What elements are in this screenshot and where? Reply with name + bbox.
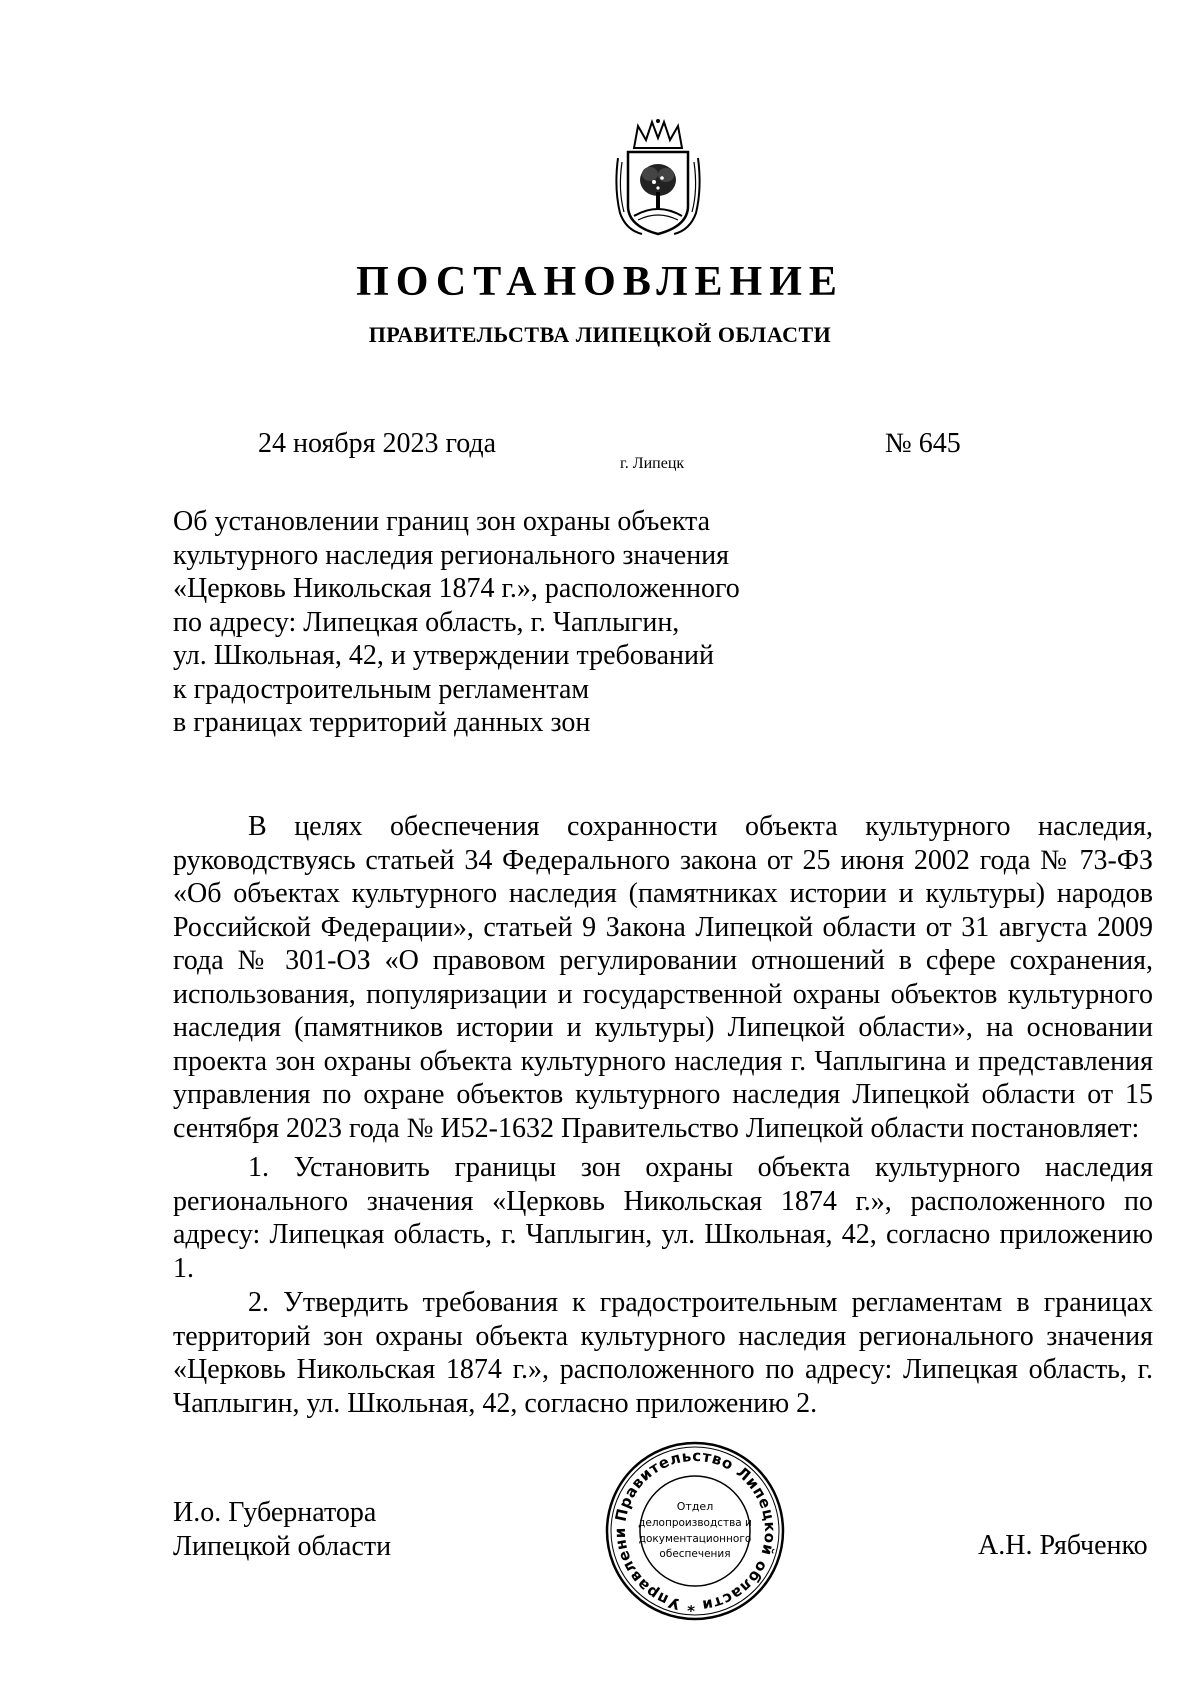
subject-line: в границах территорий данных зон bbox=[173, 707, 591, 738]
subject-line: Об установлении границ зон охраны объекта bbox=[173, 506, 711, 537]
document-city: г. Липецк bbox=[620, 455, 685, 472]
signatory-title-line: Липецкой области bbox=[173, 1531, 392, 1562]
body-paragraph-intro: В целях обеспечения сохранности объекта культурного наследия, руководствуясь статьей 34 Федерального закона от 25 июня 2002 года № 73-ФЗ «Об объектах культурного наследия (памятниках истории и культуры) народов Российской Федерации», статьей 9 Закона Липецкой области от 31 августа 2009 года № 301-ОЗ «О правовом регулировании отношений в сфере сохранения, использования, популяризации и государственной охраны объектов культурного наследия (памятников истории и культуры) Липецкой области», на основании проекта зон охраны объекта культурного наследия г. Чаплыгина и представления управления по охране объектов культурного наследия Липецкой области от 15 сентября 2023 года № И52-1632 Правительство Липецкой области постановляет: bbox=[173, 811, 1153, 1144]
stamp-inner-line: документационного bbox=[638, 1533, 752, 1545]
subject-line: по адресу: Липецкая область, г. Чаплыгин, bbox=[173, 606, 680, 638]
subject-line: культурного наследия регионального значения bbox=[173, 539, 730, 571]
document-number: № 645 bbox=[885, 428, 961, 459]
subject-line: к градостроительным регламентам bbox=[173, 673, 590, 705]
signatory-name: А.Н. Рябченко bbox=[978, 1530, 1148, 1561]
issuer-subtitle: ПРАВИТЕЛЬСТВА ЛИПЕЦКОЙ ОБЛАСТИ bbox=[368, 322, 832, 347]
signatory-title bbox=[173, 1496, 391, 1564]
signatory-title-line: И.о. Губернатора bbox=[173, 1497, 377, 1528]
document-subject bbox=[173, 505, 793, 740]
coat-of-arms-icon bbox=[612, 118, 704, 242]
subject-line: ул. Школьная, 42, и утверждении требований bbox=[173, 640, 714, 671]
stamp-outer-text: Правительство Липецкой области * Управлени bbox=[610, 1446, 780, 1616]
official-stamp-icon bbox=[604, 1440, 786, 1622]
stamp-inner-line: Отдел bbox=[676, 1500, 714, 1513]
body-paragraph-item-2: 2. Утвердить требования к градостроительным регламентам в границах территорий зон охраны объекта культурного наследия регионального значения «Церковь Никольская 1874 г.», расположенного по адресу: Липецкая область, г. Чаплыгин, ул. Школьная, 42, согласно приложению 2. bbox=[173, 1287, 1153, 1419]
body-paragraph-item-1: 1. Установить границы зон охраны объекта культурного наследия регионального значения «Церковь Никольская 1874 г.», расположенного по адресу: Липецкая область, г. Чаплыгин, ул. Школьная, 42, согласно приложению 1. bbox=[173, 1152, 1153, 1284]
stamp-inner-line: делопроизводства и bbox=[638, 1517, 752, 1529]
document-type-title: ПОСТАНОВЛЕНИЕ bbox=[356, 259, 844, 305]
stamp-inner-line: обеспечения bbox=[659, 1548, 731, 1560]
document-date: 24 ноября 2023 года bbox=[258, 428, 497, 459]
subject-line: «Церковь Никольская 1874 г.», расположенного bbox=[173, 573, 740, 604]
